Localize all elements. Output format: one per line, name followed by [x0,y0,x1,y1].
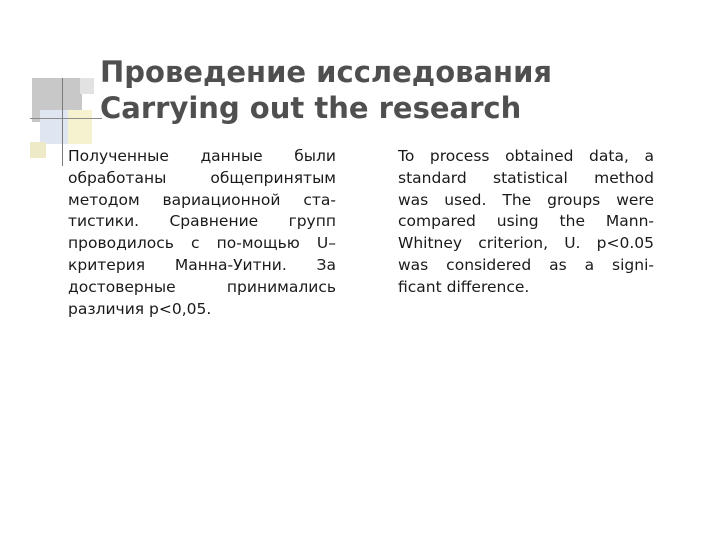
english-text-column [398,146,654,299]
decorative-square-yellow [68,110,92,144]
text-line: To process obtained data, a [398,147,654,165]
russian-text-column [68,146,336,320]
text-line: критерия Манна-Уитни. За [68,255,336,274]
title-english: Carrying out the research [100,91,522,125]
text-line: was used. The groups were [398,190,654,209]
text-line: Полученные данные были [68,147,336,165]
text-line: Whitney criterion, U. p<0.05 [398,234,654,253]
text-line: методом вариационной ста- [68,190,336,209]
text-line: compared using the Mann- [398,212,654,231]
text-line: тистики. Сравнение групп [68,212,336,231]
slide-title [100,54,700,126]
text-line: standard statistical method [398,168,654,187]
text-line: обработаны общепринятым [68,168,336,187]
text-line: was considered as a signi- [398,255,654,274]
decorative-square-light-grey [80,78,94,94]
title-russian: Проведение исследования [100,55,553,89]
text-line: ficant difference. [398,277,530,296]
decorative-horizontal-line [30,118,102,119]
text-line: достоверные принимались [68,277,336,296]
text-line: различия p<0,05. [68,299,212,318]
decorative-square-yellow-small [30,142,46,158]
text-line: проводилось с по-мощью U– [68,234,336,253]
decorative-vertical-line [62,78,63,166]
